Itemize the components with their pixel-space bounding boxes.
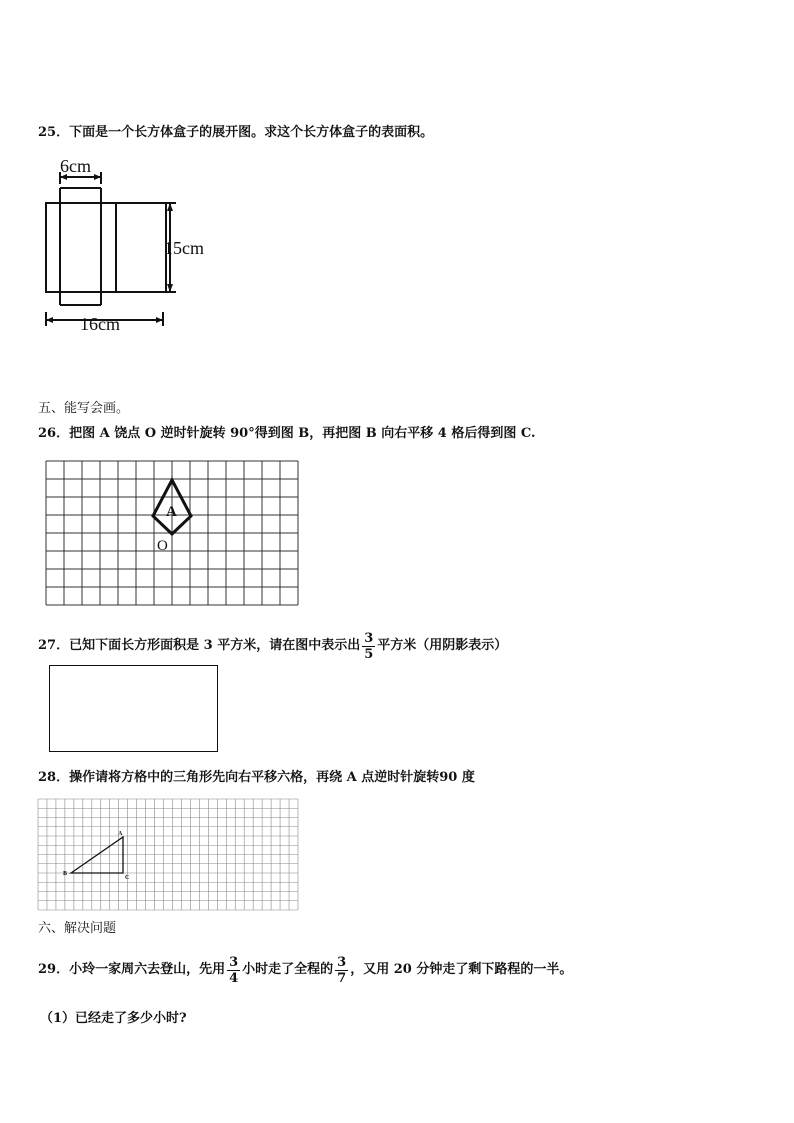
question-27-text [38,628,507,665]
dim-label-16cm: 16cm [80,314,120,334]
area-rectangle[interactable] [49,665,218,752]
point-b-label: B [63,871,68,877]
question-29-sub-1: （1）已经走了多少小时? [40,1011,187,1026]
fraction-three-fifths: $\frac{3}{5}$ [364,630,374,662]
question-28-text: 28．操作请将方格中的三角形先向右平移六格，再绕 A 点逆时针旋转90 度 [38,770,475,785]
question-27-prefix: 27．已知下面长方形面积是 3 平方米，请在图中表示出 [38,638,361,653]
section-5-heading: 五、能写会画。 [38,401,130,416]
fraction-three-quarters: $\frac{3}{4}$ [229,954,239,986]
question-29-text [38,950,572,991]
triangle-abc [71,837,123,873]
question-27-suffix: 平方米（用阴影表示） [377,638,508,653]
point-c-label: C [125,875,130,881]
rotation-grid [46,461,299,606]
section-6-heading: 六、解决问题 [38,921,117,936]
fraction-three-sevenths: $\frac{3}{7}$ [337,954,347,986]
question-29-part3: ，又用 20 分钟走了剩下路程的一半。 [350,962,573,977]
point-a-label: A [118,831,123,837]
point-o-label: O [157,538,168,554]
question-29-part1: 29．小玲一家周六去登山，先用 [38,962,226,977]
question-26-text: 26．把图 A 饶点 O 逆时针旋转 90°得到图 B，再把图 B 向右平移 4 格后得到图 C. [38,426,536,441]
translation-grid [38,799,299,911]
box-net-diagram [36,150,236,335]
question-25-text: 25．下面是一个长方体盒子的展开图。求这个长方体盒子的表面积。 [38,125,434,140]
question-29-part2: 小时走了全程的 [242,962,334,977]
dim-label-6cm: 6cm [60,156,91,176]
figure-a-label: A [166,504,177,520]
dim-label-15cm: 15cm [164,238,204,258]
